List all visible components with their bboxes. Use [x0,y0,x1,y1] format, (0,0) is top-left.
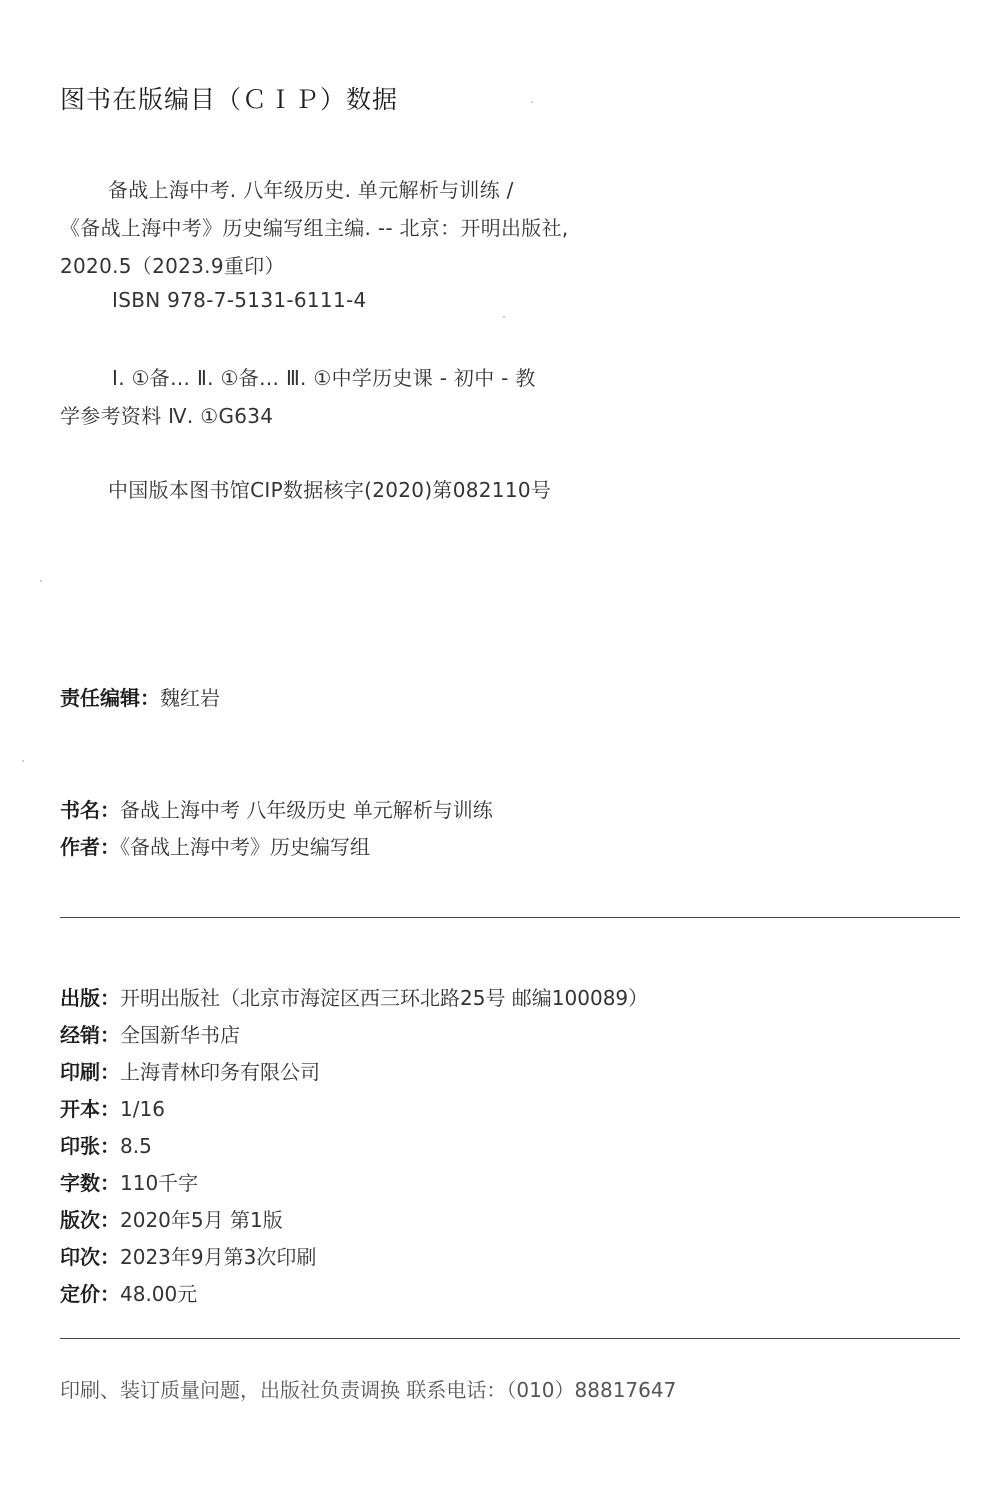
editor-label: 责任编辑： [60,686,160,710]
book-name-label: 书名： [60,798,120,822]
quality-notice: 印刷、装订质量问题，出版社负责调换 联系电话：（010）88817647 [60,1378,677,1402]
publication-row-value: 2020年5月 第1版 [120,1208,283,1232]
publication-row-value: 开明出版社（北京市海淀区西三环北路25号 邮编100089） [120,986,649,1010]
author-value: 《备战上海中考》历史编写组 [120,835,370,859]
publication-row [60,1278,197,1307]
responsible-editor [60,682,220,711]
cip-line-1: 备战上海中考. 八年级历史. 单元解析与训练 / [108,178,514,202]
scan-speck [22,760,24,762]
publication-row [60,1204,283,1233]
publication-row-label: 经销： [60,1023,120,1047]
publication-row [60,1019,240,1048]
publication-row [60,1241,316,1270]
scan-speck [503,316,505,318]
publication-row-value: 48.00元 [120,1282,198,1306]
publication-row-label: 版次： [60,1208,120,1232]
publication-row-label: 印刷： [60,1060,120,1084]
publication-row [60,1056,320,1085]
publication-row-value: 2023年9月第3次印刷 [120,1245,317,1269]
book-name-value: 备战上海中考 八年级历史 单元解析与训练 [120,798,493,822]
cip-verification-number: 中国版本图书馆CIP数据核字(2020)第082110号 [108,478,552,502]
publication-row-label: 印次： [60,1245,120,1269]
cip-line-2: 《备战上海中考》历史编写组主编. -- 北京：开明出版社, [60,216,569,240]
publication-row [60,1130,152,1159]
divider-top [60,917,960,918]
publication-row-label: 出版： [60,986,120,1010]
publication-row [60,1167,198,1196]
publication-row-value: 上海青林印务有限公司 [120,1060,320,1084]
publication-row-label: 定价： [60,1282,120,1306]
editor-value: 魏红岩 [160,686,220,710]
book-author [60,831,370,860]
scan-speck [531,101,533,103]
page-title: 图书在版编目（ＣＩＰ）数据 [60,85,399,114]
divider-bottom [60,1338,960,1339]
book-name [60,794,493,823]
publication-row [60,1093,165,1122]
publication-row-label: 印张： [60,1134,120,1158]
publication-row-value: 8.5 [120,1134,152,1158]
publication-row-value: 全国新华书店 [120,1023,240,1047]
classification-line-2: 学参考资料 Ⅳ. ①G634 [60,404,274,428]
publication-row-value: 110千字 [120,1171,199,1195]
classification-line-1: Ⅰ. ①备… Ⅱ. ①备… Ⅲ. ①中学历史课 - 初中 - 教 [112,366,536,390]
author-label: 作者： [60,835,120,859]
publication-row-value: 1/16 [120,1097,165,1121]
publication-row-label: 字数： [60,1171,120,1195]
isbn: ISBN 978-7-5131-6111-4 [112,288,367,312]
publication-row-label: 开本： [60,1097,120,1121]
cip-line-3: 2020.5（2023.9重印） [60,254,285,278]
publication-row [60,982,648,1011]
scan-speck [40,580,42,582]
